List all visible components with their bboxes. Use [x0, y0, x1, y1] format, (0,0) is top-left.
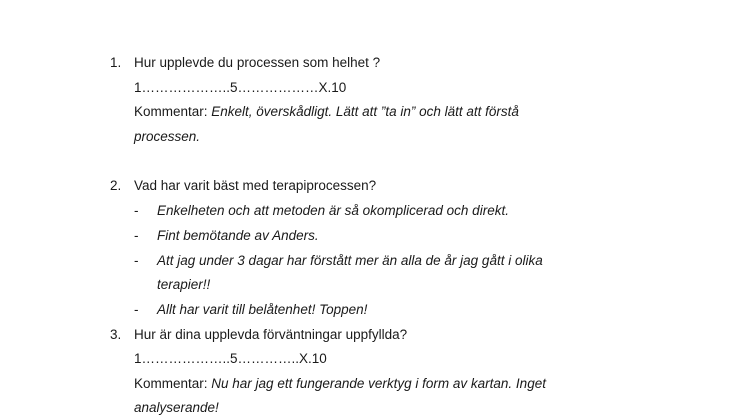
bullet-text: terapier!! — [157, 277, 211, 292]
question-2-text: Vad har varit bäst med terapiprocessen? — [134, 178, 377, 193]
question-1-scale: 1………………..5………………X.10 — [134, 80, 347, 95]
bullet-text: Enkelheten och att metoden är så okomplicerad och direkt. — [157, 203, 509, 218]
bullet-text: Att jag under 3 dagar har förstått mer än alla de år jag gått i olika — [157, 253, 543, 268]
bullet-dash: - — [134, 302, 139, 317]
question-3-number: 3. — [110, 327, 122, 342]
question-2-number: 2. — [110, 178, 122, 193]
bullet-text: Fint bemötande av Anders. — [157, 228, 319, 243]
comment-label: Kommentar: — [134, 376, 212, 391]
comment-text: processen. — [134, 129, 201, 144]
comment-text: analyserande! — [134, 400, 219, 415]
comment-text: Enkelt, överskådligt. Lätt att ”ta in” och lätt att förstå — [211, 104, 519, 119]
question-1-comment — [134, 101, 519, 123]
question-3-comment-cont — [134, 397, 219, 419]
question-3-comment — [134, 373, 546, 395]
bullet-text: Allt har varit till belåtenhet! Toppen! — [157, 302, 368, 317]
comment-text: Nu har jag ett fungerande verktyg i form av kartan. Inget — [211, 376, 546, 391]
bullet-dash: - — [134, 228, 139, 243]
question-3-text: Hur är dina upplevda förväntningar uppfyllda? — [134, 327, 408, 342]
comment-label: Kommentar: — [134, 104, 212, 119]
bullet-dash: - — [134, 253, 139, 268]
question-3-scale: 1………………..5…………..X.10 — [134, 351, 327, 366]
question-1-number: 1. — [110, 55, 122, 70]
question-1-comment-cont — [134, 126, 200, 148]
question-1-text: Hur upplevde du processen som helhet ? — [134, 55, 381, 70]
bullet-dash: - — [134, 203, 139, 218]
